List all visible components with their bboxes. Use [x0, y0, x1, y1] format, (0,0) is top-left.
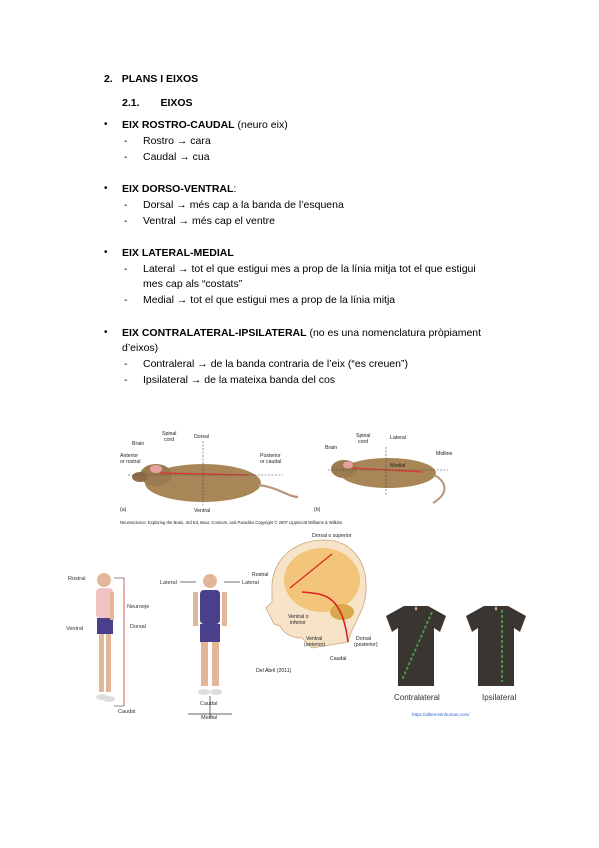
section-title [122, 327, 481, 339]
heading-number: 2. [104, 73, 113, 85]
shirt-figure [378, 602, 536, 720]
shirt-ipsilateral [466, 606, 526, 686]
list-item [143, 263, 476, 275]
label-lateral: Lateral [390, 435, 406, 441]
item-def: tot el que estigui mes a prop de la línia mitja tot el que estigui [191, 263, 476, 275]
label-dorsal-posterior-1: Dorsal [356, 636, 371, 642]
source-link[interactable]: https://alltermsinhuman.com/ [412, 712, 470, 717]
item-term: Contraleral [143, 358, 195, 370]
arrow-icon: → [178, 263, 189, 275]
panel-a-label: (a) [120, 507, 127, 513]
dash: - [124, 358, 128, 370]
section-title-bold: EIX DORSO-VENTRAL [122, 183, 234, 195]
label-cord-b: cord [358, 439, 369, 445]
label-caudal: or caudal [260, 459, 282, 465]
label-brain-b: Brain [325, 445, 338, 451]
label-ventral-inferior-1: Ventral o [288, 614, 309, 620]
arrow-icon: → [178, 215, 190, 227]
label-rostral-human: Rostral [68, 576, 86, 582]
subheading-number: 2.1. [122, 97, 140, 109]
item-term: Ventral [143, 215, 176, 227]
label-medial: Medial [390, 463, 406, 469]
dash: - [124, 215, 128, 227]
item-term: Lateral [143, 263, 176, 275]
label-brain: Brain [132, 441, 145, 447]
section-title-rest: : [233, 183, 237, 195]
item-term: Caudal [143, 151, 177, 163]
label-contralateral: Contralateral [394, 693, 440, 702]
label-lateral-left: Lateral [160, 580, 177, 586]
section-title-bold: EIX CONTRALATERAL-IPSILATERAL [122, 327, 307, 339]
section-title-rest: (neuro eix) [234, 119, 288, 131]
item-term: Ipsilateral [143, 374, 188, 386]
section-title-rest: (no es una nomenclatura pròpiament [306, 327, 482, 339]
brain-head-figure [252, 532, 378, 682]
section-title [122, 119, 288, 131]
section-title-continuation: d’eixos) [122, 342, 159, 354]
arrow-icon: → [176, 199, 187, 211]
section-title-bold: EIX ROSTRO-CAUDAL [122, 119, 235, 131]
list-item [143, 151, 210, 163]
label-midline: Midline [436, 451, 453, 457]
arrow-icon: → [176, 135, 188, 147]
label-dorsal-posterior-2: (posterior) [354, 642, 378, 648]
rat-axes-figure [118, 425, 458, 527]
item-def: cara [190, 135, 211, 147]
label-cord: cord [164, 437, 175, 443]
arrow-icon: → [179, 151, 190, 163]
bullet: • [104, 119, 108, 130]
label-rostral-brain: Rostral [252, 572, 269, 578]
shirt-contralateral [386, 606, 446, 686]
label-caudal-front: Caudal [200, 701, 218, 707]
arrow-icon: → [197, 358, 208, 370]
item-term: Medial [143, 294, 174, 306]
label-dorsal-superior: Dorsal o superior [312, 533, 352, 539]
label-ventral-anterior-1: Ventral [306, 636, 323, 642]
item-def: de la mateixa banda del cos [204, 374, 336, 386]
label-ventral: Ventral [194, 508, 211, 514]
label-medial-front: Medial [201, 715, 218, 721]
dash: - [124, 374, 128, 386]
label-anterior: Anterior [120, 453, 139, 459]
label-neuroeje: Neuroeje [127, 604, 150, 610]
label-ventral-inferior-2: inferior [290, 620, 306, 626]
item-def: de la banda contraria de l’eix (“es creuen”) [210, 358, 408, 370]
label-ventral-anterior-2: (anterior) [304, 642, 326, 648]
section-title-bold: EIX LATERAL-MEDIAL [122, 247, 234, 259]
label-ventral-human: Ventral [66, 626, 84, 632]
section-title [122, 183, 236, 195]
human-side-figure [64, 568, 160, 714]
rat-side-view [132, 464, 298, 502]
label-caudal-brain: Caudal [330, 656, 347, 662]
subheading [122, 97, 193, 109]
subheading-title: EIXOS [160, 97, 193, 109]
brain-credit: Del Abril (2011) [256, 668, 292, 674]
list-item [143, 374, 335, 386]
label-dorsal-human: Dorsal [130, 624, 146, 630]
bullet: • [104, 247, 108, 258]
label-posterior: Posterior [260, 453, 281, 459]
list-item [143, 215, 275, 227]
arrow-icon: → [190, 374, 202, 386]
bullet: • [104, 183, 108, 194]
dash: - [124, 263, 128, 275]
label-spinal-b: Spinal [356, 433, 371, 439]
dash: - [124, 199, 128, 211]
list-item [143, 294, 395, 306]
label-dorsal: Dorsal [194, 434, 209, 440]
item-def: més cap el ventre [192, 215, 275, 227]
section-title [122, 247, 234, 259]
item-def: tot el que estigui mes a prop de la línia mitja [190, 294, 396, 306]
list-item [143, 199, 344, 211]
label-caudal-human: Caudal [118, 709, 136, 715]
head-silhouette [266, 540, 366, 648]
dash: - [124, 135, 128, 147]
dash: - [124, 151, 128, 163]
list-item-continuation: mes cap als “costats” [143, 278, 243, 290]
label-lateral-right: Lateral [242, 580, 259, 586]
label-spinal: Spinal [162, 431, 177, 437]
figure-caption: Neuroscience: Exploring the Brain, 3rd Ed, Bear, Connors, and Paradiso Copyright © 2007 Lippincott Williams & Wilkins [120, 520, 343, 525]
item-term: Rostro [143, 135, 174, 147]
heading-title: PLANS I EIXOS [121, 73, 199, 85]
bullet: • [104, 327, 108, 338]
rat-top-view [331, 458, 444, 503]
panel-b-label: (b) [314, 507, 321, 513]
heading [104, 73, 198, 85]
label-rostral: or rostral [120, 459, 141, 465]
human-side-body [96, 573, 115, 702]
list-item [143, 135, 211, 147]
human-front-figure [158, 568, 269, 721]
label-ipsilateral: Ipsilateral [482, 693, 517, 702]
item-def: cua [192, 151, 210, 163]
item-def: més cap a la banda de l’esquena [189, 199, 344, 211]
list-item [143, 358, 408, 370]
dash: - [124, 294, 128, 306]
human-front-body [193, 574, 227, 695]
item-term: Dorsal [143, 199, 174, 211]
arrow-icon: → [176, 294, 188, 306]
